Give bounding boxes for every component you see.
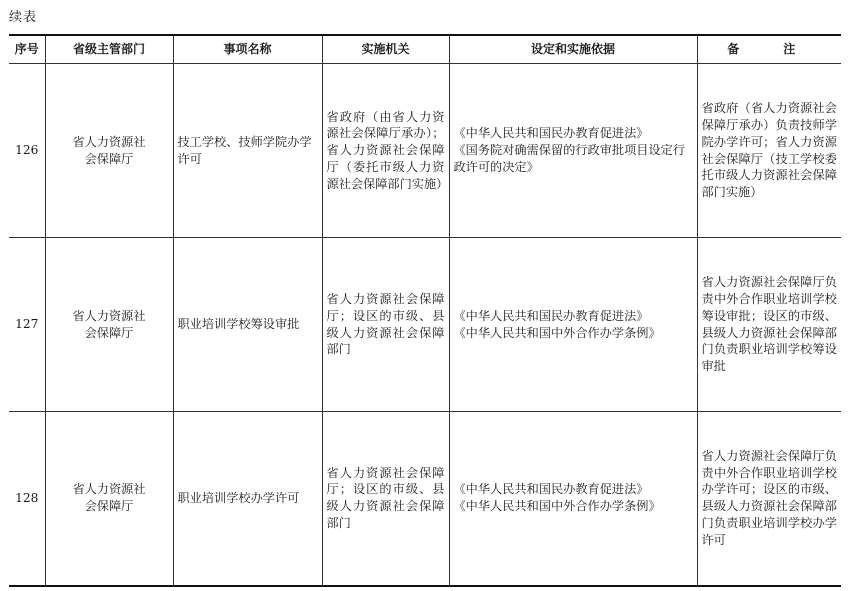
row-no: 127 [9, 238, 45, 412]
header-no: 序号 [9, 35, 45, 64]
row-item: 职业培训学校办学许可 [173, 412, 322, 586]
table-body [9, 64, 841, 586]
row-no: 128 [9, 412, 45, 586]
header-basis: 设定和实施依据 [449, 35, 697, 64]
row-agency: 省人力资源社会保障厅；设区的市级、县级人力资源社会保障部门 [322, 412, 449, 586]
row-no: 126 [9, 64, 45, 238]
row-remarks: 省人力资源社会保障厅负责中外合作职业培训学校办学许可；设区的市级、县级人力资源社会保障部门负责职业培训学校办学许可 [697, 412, 841, 586]
header-row [9, 35, 841, 64]
row-basis [449, 238, 697, 412]
table-caption: 续表 [9, 10, 38, 25]
header-item: 事项名称 [173, 35, 322, 64]
basis-line: 《中华人民共和国中外合作办学条例》 [453, 325, 661, 340]
row-department: 省人力资源社会保障厅 [45, 64, 173, 238]
basis-line: 《中华人民共和国民办教育促进法》 [453, 482, 649, 497]
basis-line: 《中华人民共和国民办教育促进法》 [453, 308, 649, 323]
table-row [9, 64, 841, 238]
header-agency: 实施机关 [322, 35, 449, 64]
header-department: 省级主管部门 [45, 35, 173, 64]
table-header [9, 35, 841, 64]
table-row [9, 412, 841, 586]
row-item: 技工学校、技师学院办学许可 [173, 64, 322, 238]
basis-line: 《国务院对确需保留的行政审批项目设定行政许可的决定》 [453, 143, 686, 174]
table-row [9, 238, 841, 412]
header-remarks: 备 注 [697, 35, 841, 64]
basis-line: 《中华人民共和国民办教育促进法》 [453, 126, 649, 141]
approval-items-table [9, 34, 841, 587]
row-basis [449, 412, 697, 586]
row-agency: 省人力资源社会保障厅；设区的市级、县级人力资源社会保障部门 [322, 238, 449, 412]
row-department: 省人力资源社会保障厅 [45, 412, 173, 586]
row-agency: 省政府（由省人力资源社会保障厅承办）；省人力资源社会保障厅（委托市级人力资源社会保障部门实施） [322, 64, 449, 238]
row-basis [449, 64, 697, 238]
row-department: 省人力资源社会保障厅 [45, 238, 173, 412]
basis-line: 《中华人民共和国中外合作办学条例》 [453, 499, 661, 514]
row-remarks: 省政府（省人力资源社会保障厅承办）负责技师学院办学许可；省人力资源社会保障厅（技工学校委托市级人力资源社会保障部门实施） [697, 64, 841, 238]
row-remarks: 省人力资源社会保障厅负责中外合作职业培训学校筹设审批；设区的市级、县级人力资源社会保障部门负责职业培训学校筹设审批 [697, 238, 841, 412]
row-item: 职业培训学校筹设审批 [173, 238, 322, 412]
